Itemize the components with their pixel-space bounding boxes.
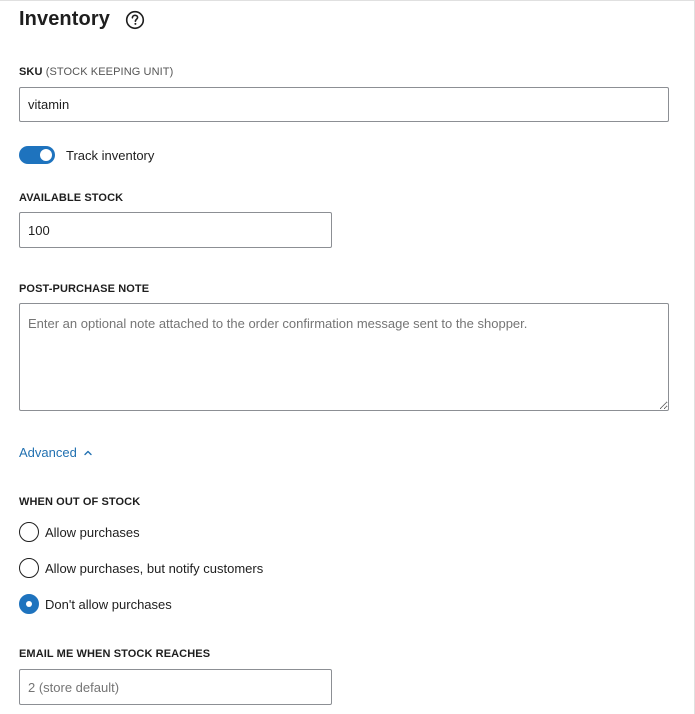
toggle-knob	[40, 149, 52, 161]
advanced-toggle[interactable]	[19, 445, 93, 460]
out-of-stock-label: WHEN OUT OF STOCK	[19, 496, 141, 508]
sku-label	[19, 66, 173, 78]
available-stock-input[interactable]	[19, 212, 332, 248]
track-inventory-row	[19, 146, 154, 164]
stock-threshold-input[interactable]	[19, 669, 332, 705]
sku-label-main: SKU	[19, 66, 43, 78]
out-of-stock-option[interactable]	[19, 522, 140, 542]
section-title: Inventory	[19, 8, 110, 30]
radio-label: Allow purchases, but notify customers	[45, 560, 264, 576]
out-of-stock-option[interactable]	[19, 558, 263, 578]
radio-label: Allow purchases	[45, 524, 140, 540]
radio-label: Don't allow purchases	[45, 596, 172, 612]
advanced-label: Advanced	[19, 445, 77, 460]
sku-label-sub: (STOCK KEEPING UNIT)	[45, 66, 174, 78]
available-stock-label: AVAILABLE STOCK	[19, 192, 124, 204]
radio-allow-notify[interactable]	[19, 558, 39, 578]
chevron-up-icon	[83, 448, 93, 458]
post-purchase-note-textarea[interactable]	[19, 303, 669, 411]
sku-input[interactable]	[19, 87, 669, 122]
stock-email-label: EMAIL ME WHEN STOCK REACHES	[19, 648, 211, 660]
track-inventory-toggle[interactable]	[19, 146, 55, 164]
section-header	[19, 8, 145, 31]
help-icon[interactable]	[125, 10, 145, 30]
radio-allow-purchases[interactable]	[19, 522, 39, 542]
post-purchase-note-label: POST-PURCHASE NOTE	[19, 283, 150, 295]
top-divider	[0, 0, 695, 1]
question-circle-icon	[125, 10, 145, 30]
radio-dont-allow[interactable]	[19, 594, 39, 614]
track-inventory-label: Track inventory	[66, 147, 155, 163]
out-of-stock-option[interactable]	[19, 594, 172, 614]
